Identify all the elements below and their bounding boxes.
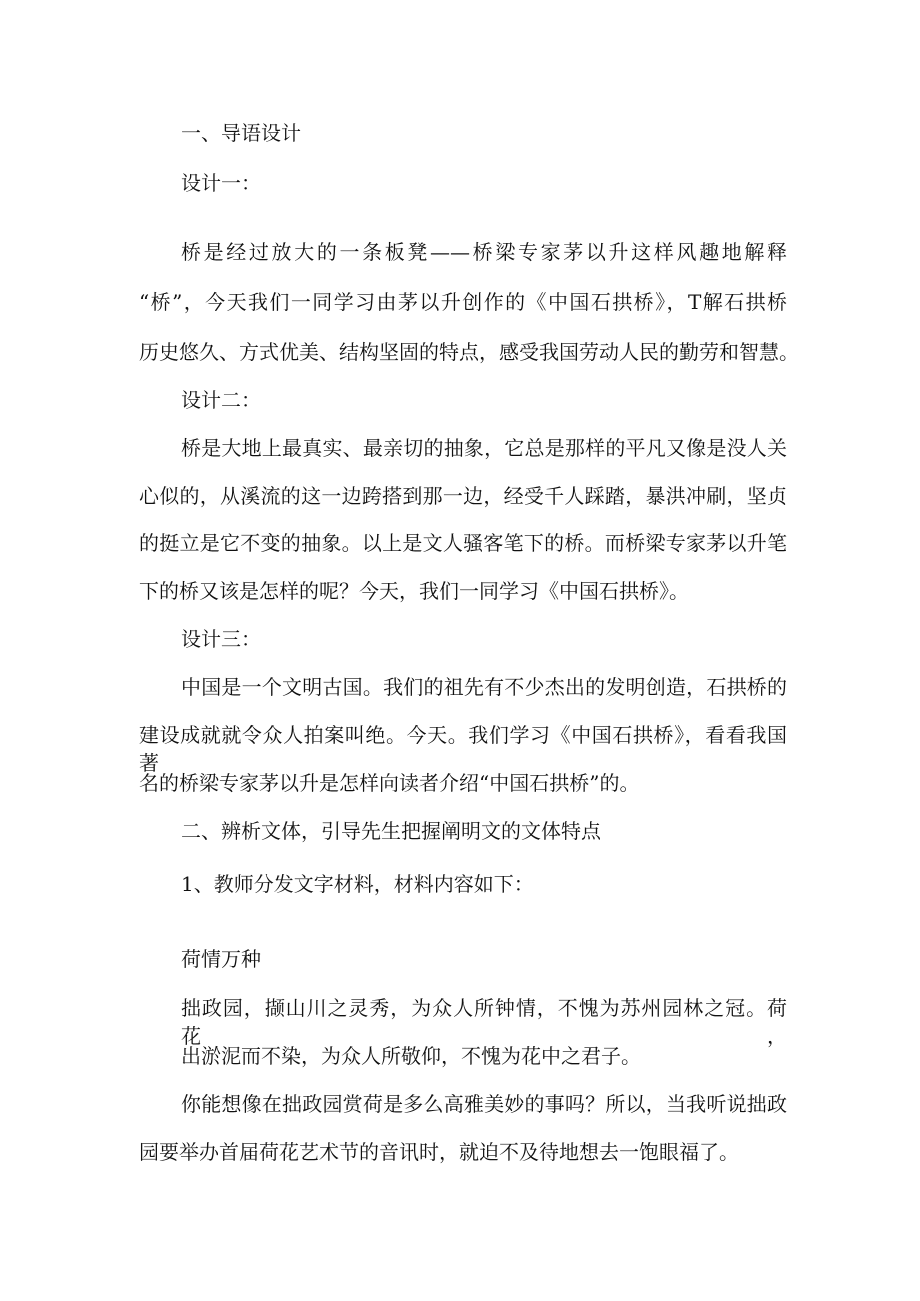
design-1-line-1: 桥是经过放大的一条板凳——桥梁专家茅以升这样风趣地解释 [181, 240, 787, 264]
design-1-line-2: “桥”，今天我们一同学习由茅以升创作的《中国石拱桥》，T解石拱桥 [139, 290, 787, 314]
heading-intro-design: 一、导语设计 [181, 121, 301, 145]
material-line-3: 你能想像在拙政园赏荷是多么高雅美妙的事吗？所以，当我听说拙政 [181, 1092, 787, 1116]
design-3-label: 设计三： [181, 627, 261, 651]
design-2-line-1: 桥是大地上最真实、最亲切的抽象，它总是那样的平凡又像是没人关 [181, 436, 787, 460]
design-3-line-3: 名的桥梁专家茅以升是怎样向读者介绍“中国石拱桥”的。 [139, 771, 640, 795]
heading-genre-analysis: 二、辨析文体，引导先生把握阐明文的文体特点 [181, 819, 601, 843]
design-1-label: 设计一： [181, 171, 261, 195]
design-2-line-3: 的挺立是它不变的抽象。以上是文人骚客笔下的桥。而桥梁专家茅以升笔 [139, 531, 787, 555]
design-3-line-1: 中国是一个文明古国。我们的祖先有不少杰出的发明创造，石拱桥的 [181, 675, 787, 699]
design-3-line-2: 建设成就就令众人拍案叫绝。今天。我们学习《中国石拱桥》，看看我国著 [139, 723, 787, 775]
design-2-line-2: 心似的，从溪流的这一边跨搭到那一边，经受千人踩踏，暴洪冲刷，坚贞 [139, 484, 787, 508]
material-line-1: 拙政园，撷山川之灵秀，为众人所钟情，不愧为苏州园林之冠。荷花， [181, 996, 787, 1048]
design-2-line-4: 下的桥又该是怎样的呢？今天，我们一同学习《中国石拱桥》。 [139, 579, 689, 603]
material-line-2: 出淤泥而不染，为众人所敬仰，不愧为花中之君子。 [181, 1044, 641, 1068]
material-title: 荷情万种 [181, 947, 261, 971]
step-1-text: 1、教师分发文字材料，材料内容如下： [181, 872, 534, 896]
design-1-line-3: 历史悠久、方式优美、结构坚固的特点，感受我国劳动人民的勤劳和智慧。 [139, 340, 799, 364]
material-line-4: 园要举办首届荷花艺术节的音讯时，就迫不及待地想去一饱眼福了。 [139, 1140, 739, 1164]
design-2-label: 设计二： [181, 388, 261, 412]
